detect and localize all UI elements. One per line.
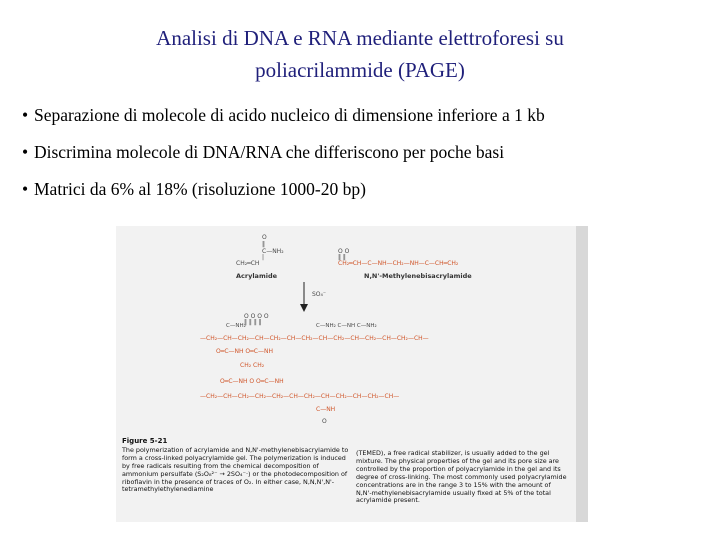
svg-text:‖: ‖ <box>262 241 265 248</box>
title-line-1: Analisi di DNA e RNA mediante elettroforesi su <box>156 26 564 50</box>
bisacrylamide-structure <box>338 248 472 280</box>
bullet-item <box>22 178 702 200</box>
svg-text:O: O <box>262 234 267 241</box>
initiator-label: SO₄⁻ <box>312 291 327 298</box>
svg-text:O O O: O O O O <box>244 313 269 320</box>
caption-text-left: The polymerization of acrylamide and N,N'-methylenebisacrylamide to form a cross-linked polyacrylamide gel. The polymerization is induced by free radicals resulting from the chemical decomposition of ammonium persulfate (S₂O₈²⁻ → 2SO₄⁻·) or the photodecomposition of riboflavin in the presence of traces of O₂. In either case, N,N,N',N'-tetramethylethylenediamine <box>122 445 349 494</box>
slide-title <box>0 22 720 86</box>
figure-caption-left <box>122 438 350 494</box>
cross-links <box>220 362 284 385</box>
polymer-chain-2 <box>200 393 399 425</box>
bullet-list <box>22 104 702 215</box>
bisacrylamide-label: N,N'-Methylenebisacrylamide <box>364 272 472 280</box>
caption-text-right: (TEMED), a free radical stabilizer, is usually added to the gel mixture. The physical properties of the gel and its pore size are controlled by the proportion of polyacrylamide in the gel and its degree of cross-linking. The most commonly used polyacrylamide concentrations are in the range 3 to 15% with the amount of N,N'-methylenebisacrylamide usually fixed at 5% of the total acrylamide present. <box>356 449 567 505</box>
svg-text:CH₂═CH: CH₂═CH <box>236 260 260 267</box>
bullet-symbol: • <box>22 142 29 162</box>
polymer-chain-1 <box>200 313 429 355</box>
svg-text:|: | <box>262 254 265 261</box>
bullet-item <box>22 141 702 163</box>
svg-text:C—NH₂: C—NH₂ <box>226 323 246 329</box>
bullet-text: Matrici da 6% al 18% (risoluzione 1000-20 bp) <box>34 179 366 199</box>
svg-text:CH₂═CH—C—NH—CH₂—NH—C—CH═CH₂: CH₂═CH—C—NH—CH₂—NH—C—CH═CH₂ <box>338 260 459 267</box>
acrylamide-structure <box>236 234 284 280</box>
svg-text:CH₂: CH₂ CH₂ <box>240 362 265 369</box>
svg-text:—CH₂—CH—CH₂—CH—CH₂—CH—CH₂—CH—C: —CH₂—CH—CH₂—CH—CH₂—CH—CH₂—CH—CH₂—CH—CH₂—CH—CH₂—CH— <box>200 335 429 342</box>
reaction-arrow <box>300 282 326 312</box>
svg-text:C—NH: C—NH <box>316 406 336 413</box>
bullet-text: Separazione di molecole di acido nucleico di dimensione inferiore a 1 kb <box>34 105 545 125</box>
bullet-item <box>22 104 702 126</box>
svg-text:‖ ‖: ‖ ‖ <box>338 254 346 261</box>
svg-text:—CH₂—CH—CH₂—CH₂—CH₂—CH—CH₂—CH—: —CH₂—CH—CH₂—CH₂—CH₂—CH—CH₂—CH—CH₂—CH—CH₂—CH— <box>200 393 400 400</box>
bullet-symbol: • <box>22 179 29 199</box>
svg-text:O═C—NH: O═C—NH O═C—NH <box>216 348 273 355</box>
svg-text:O O: O O <box>338 248 350 255</box>
polyacrylamide-figure <box>116 226 588 522</box>
title-line-2: poliacrilammide (PAGE) <box>255 58 465 82</box>
svg-text:‖ ‖ ‖: ‖ ‖ ‖ ‖ <box>244 319 262 326</box>
svg-text:C—NH₂: C—NH₂ <box>262 248 284 255</box>
svg-text:O: O <box>322 418 327 425</box>
svg-text:O═C—NH O: O═C—NH O O═C—NH <box>220 378 284 385</box>
acrylamide-label: Acrylamide <box>236 272 278 280</box>
bullet-text: Discrimina molecole di DNA/RNA che differiscono per poche basi <box>34 142 505 162</box>
figure-label: Figure 5-21 <box>122 437 168 445</box>
figure-caption-right <box>356 450 568 505</box>
bullet-symbol: • <box>22 105 29 125</box>
polymerization-diagram <box>116 226 588 441</box>
svg-text:C—NH₂ C—NH C—NH₂: C—NH₂ C—NH C—NH₂ <box>316 323 377 329</box>
